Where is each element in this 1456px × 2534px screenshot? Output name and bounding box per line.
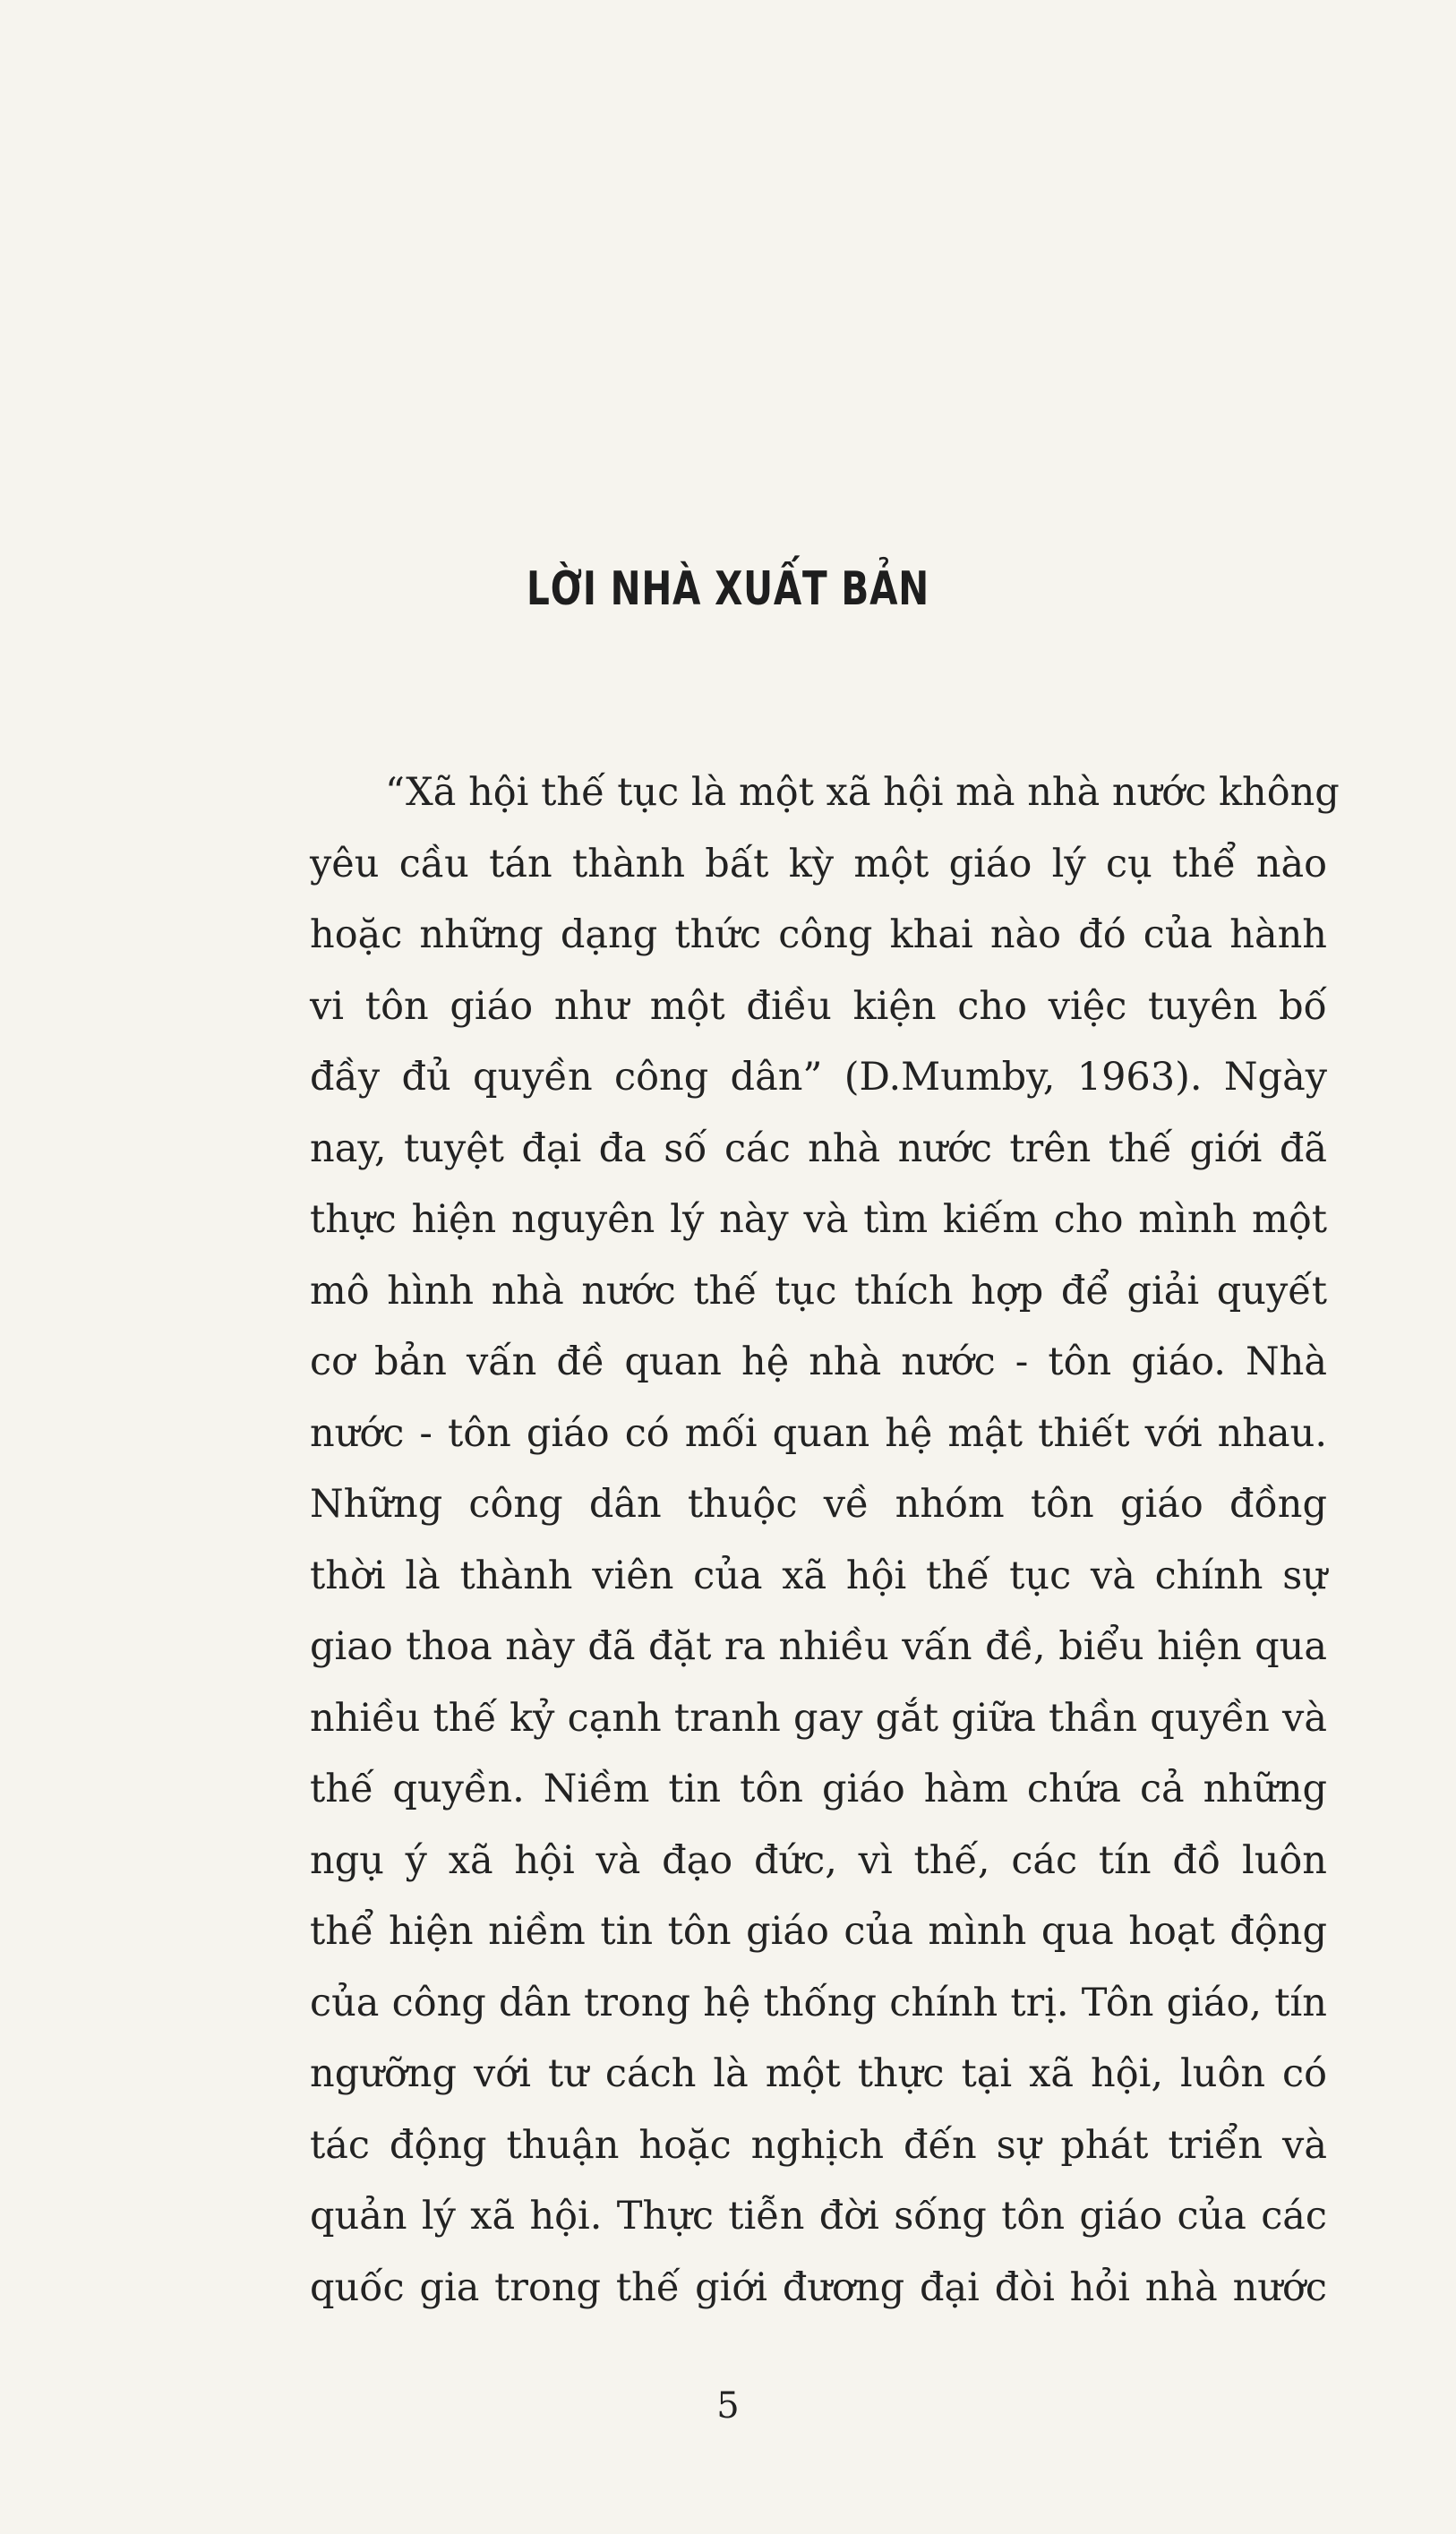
body-text <box>310 758 1340 2324</box>
text-line: quốc gia trong thế giới đương đại đòi hỏi nhà nước <box>310 2264 1327 2310</box>
text-line: thế quyền. Niềm tin tôn giáo hàm chứa cả những <box>310 1767 1327 1811</box>
page-number: 5 <box>716 2385 740 2427</box>
text-line: đầy đủ quyền công dân” (D.Mumby, 1963). Ngày <box>310 1055 1327 1100</box>
text-line: nay, tuyệt đại đa số các nhà nước trên thế giới đã <box>310 1126 1327 1171</box>
text-line: hoặc những dạng thức công khai nào đó của hành <box>310 912 1327 957</box>
text-line: giao thoa này đã đặt ra nhiều vấn đề, biểu hiện qua <box>310 1624 1327 1669</box>
text-line: thời là thành viên của xã hội thế tục và chính sự <box>310 1553 1327 1598</box>
text-line: thể hiện niềm tin tôn giáo của mình qua hoạt động <box>310 1909 1327 1954</box>
page-heading: LỜI NHÀ XUẤT BẢN <box>526 562 930 616</box>
text-line: nước - tôn giáo có mối quan hệ mật thiết với nhau. <box>310 1410 1327 1456</box>
text-line: tác động thuận hoặc nghịch đến sự phát triển và <box>310 2122 1327 2168</box>
text-line: của công dân trong hệ thống chính trị. Tôn giáo, tín <box>310 1980 1327 2025</box>
text-line: Những công dân thuộc về nhóm tôn giáo đồng <box>310 1482 1327 1527</box>
text-line: cơ bản vấn đề quan hệ nhà nước - tôn giáo. Nhà <box>310 1340 1327 1384</box>
text-line: vi tôn giáo như một điều kiện cho việc tuyên bố <box>310 983 1327 1029</box>
text-line: quản lý xã hội. Thực tiễn đời sống tôn giáo của các <box>310 2194 1327 2239</box>
text-line: “Xã hội thế tục là một xã hội mà nhà nước không <box>385 770 1340 815</box>
text-line: mô hình nhà nước thế tục thích hợp để giải quyết <box>310 1268 1327 1314</box>
text-line: ngụ ý xã hội và đạo đức, vì thế, các tín đồ luôn <box>310 1837 1327 1883</box>
text-line: thực hiện nguyên lý này và tìm kiếm cho mình một <box>310 1197 1327 1242</box>
text-line: ngưỡng với tư cách là một thực tại xã hội, luôn có <box>310 2051 1327 2096</box>
text-line: yêu cầu tán thành bất kỳ một giáo lý cụ thể nào <box>310 841 1327 886</box>
text-line: nhiều thế kỷ cạnh tranh gay gắt giữa thần quyền và <box>310 1695 1327 1741</box>
